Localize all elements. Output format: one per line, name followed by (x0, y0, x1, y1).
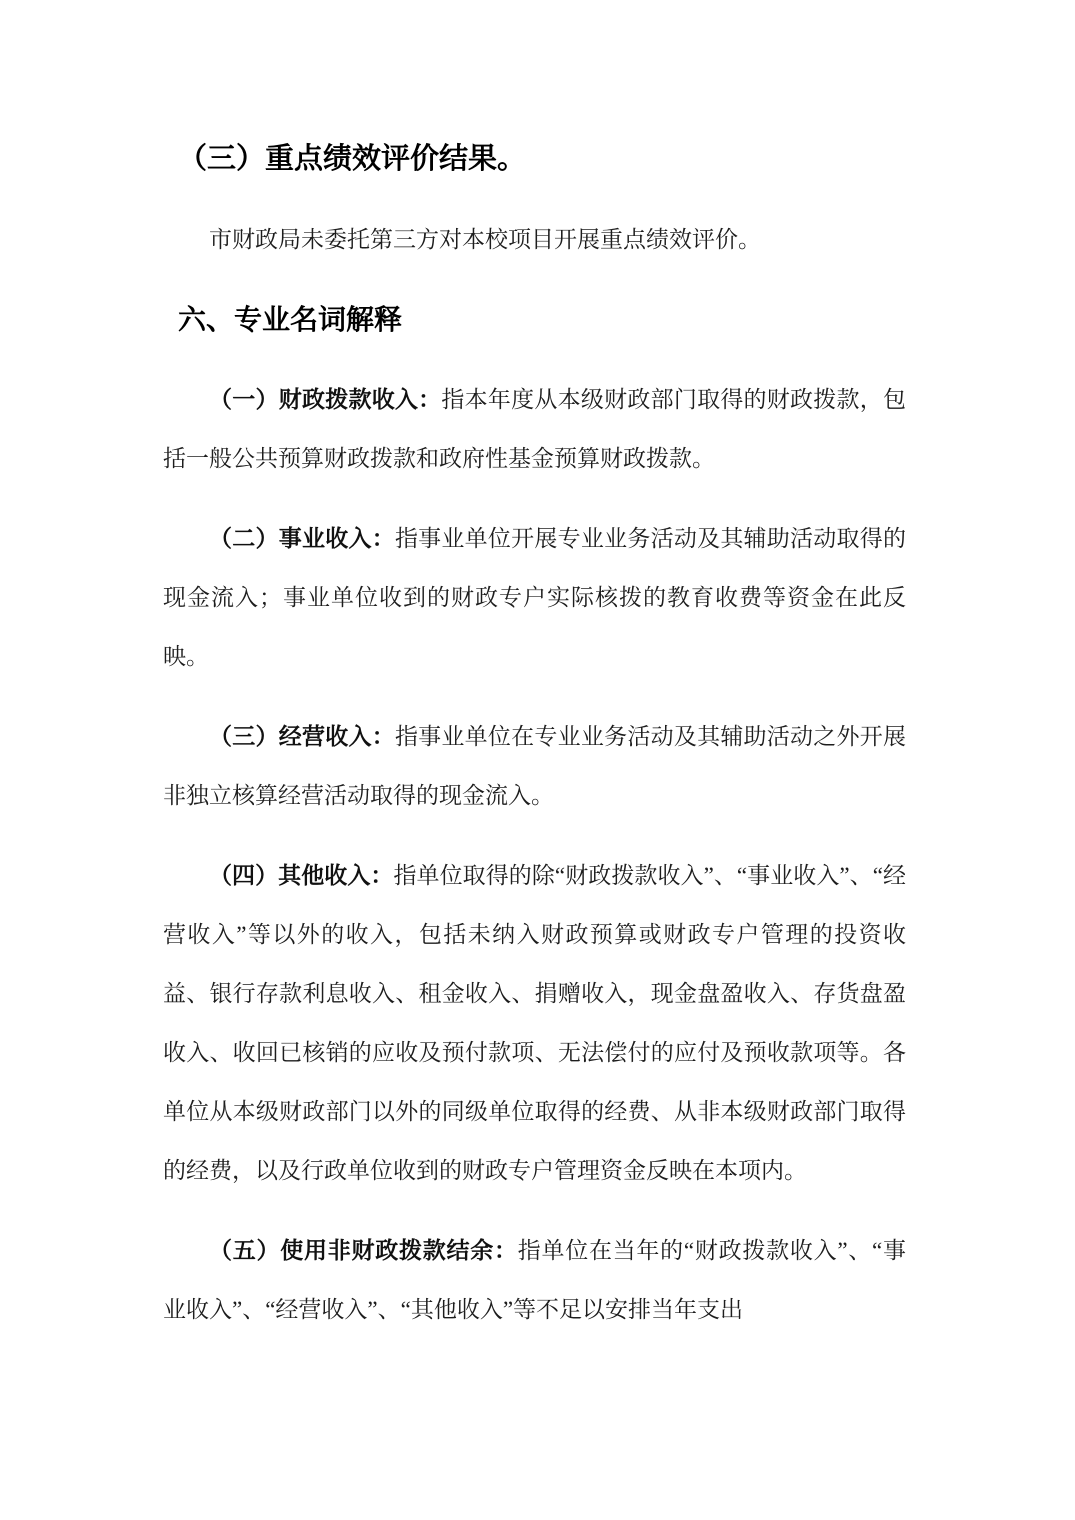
term-label: （三）经营收入： (209, 724, 395, 749)
term-definition: 指单位取得的除“财政拨款收入”、“事业收入”、“经营收入”等以外的收入，包括未纳入财政预算或财政专户管理的投资收益、银行存款利息收入、租金收入、捐赠收入，现金盘盈收入、存货盘盈收入、收回已核销的应收及预付款项、无法偿付的应付及预收款项等。各单位从本级财政部门以外的同级单位取得的经费、从非本级财政部门取得的经费，以及行政单位收到的财政专户管理资金反映在本项内。 (163, 863, 907, 1183)
paragraph-term-operating-income (163, 707, 906, 825)
paragraph-text: 市财政局未委托第三方对本校项目开展重点绩效评价。 (209, 227, 761, 252)
chapter-heading-terminology: 六、专业名词解释 (178, 304, 403, 335)
term-definition: 指本年度从本级财政部门取得的财政拨款，包括一般公共预算财政拨款和政府性基金预算财政拨款。 (163, 387, 907, 471)
section-heading-key-performance-evaluation-results: （三）重点绩效评价结果。 (178, 143, 527, 175)
paragraph-term-institutional-income (163, 509, 906, 686)
term-label: （一）财政拨款收入： (209, 387, 442, 412)
term-label: （二）事业收入： (209, 526, 395, 551)
term-label: （四）其他收入： (209, 863, 394, 888)
paragraph-term-other-income (163, 846, 906, 1200)
term-definition: 指单位在当年的“财政拨款收入”、“事业收入”、“经营收入”、“其他收入”等不足以安排当年支出 (163, 1238, 906, 1322)
term-label: （五）使用非财政拨款结余： (209, 1238, 518, 1263)
term-definition: 指事业单位开展专业业务活动及其辅助活动取得的现金流入；事业单位收到的财政专户实际核拨的教育收费等资金在此反映。 (163, 526, 907, 669)
paragraph-term-fiscal-appropriation-income (163, 370, 906, 488)
paragraph-evaluation-statement (163, 210, 906, 269)
term-definition: 指事业单位在专业业务活动及其辅助活动之外开展非独立核算经营活动取得的现金流入。 (163, 724, 907, 808)
paragraph-term-non-fiscal-appropriation-surplus (163, 1221, 906, 1339)
